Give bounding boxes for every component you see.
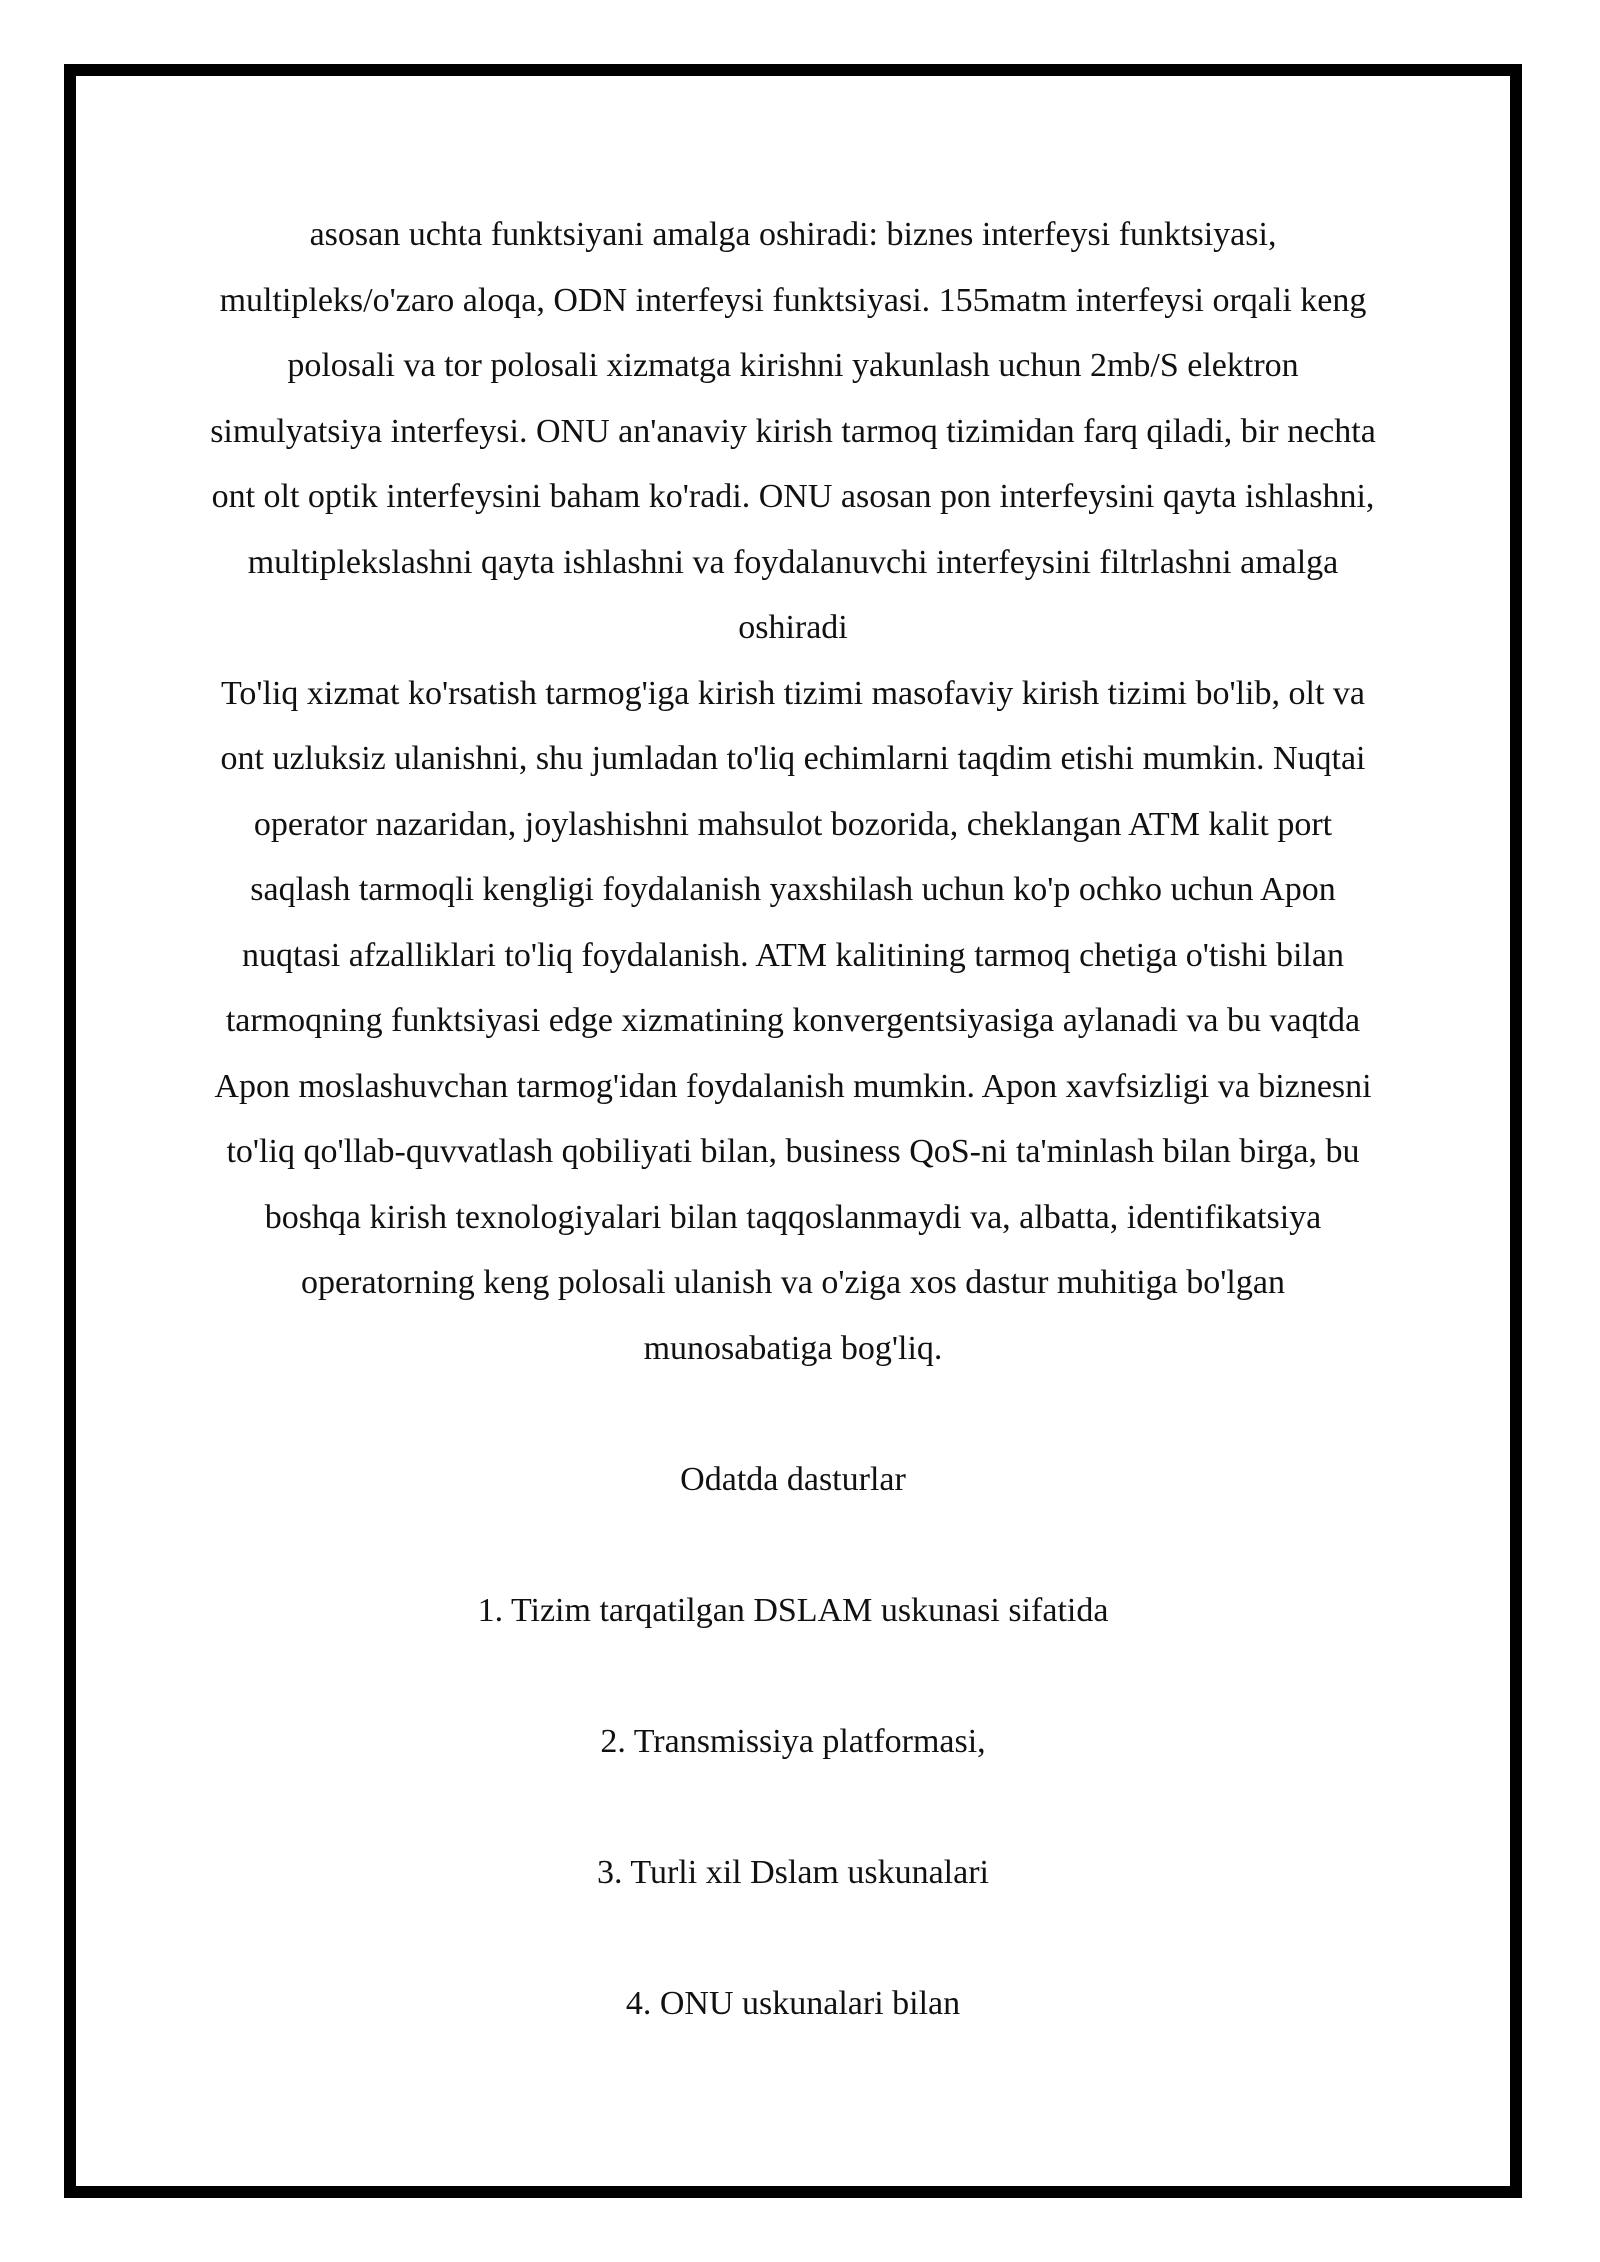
paragraph-2: To'liq xizmat ko'rsatish tarmog'iga kirish tizimi masofaviy kirish tizimi bo'lib, olt va ont uzluksiz ulanishni, shu jumladan to'liq echimlarni taqdim etishi mumkin. Nuqtai operator nazaridan, joylashishni mahsulot bozorida, cheklangan ATM kalit port saqlash tarmoqli kengligi foydalanish yaxshilash uchun ko'p ochko uchun Apon nuqtasi afzalliklari to'liq foydalanish. ATM kalitining tarmoq chetiga o'tishi bilan tarmoqning funktsiyasi edge xizmatining konvergentsiyasiga aylanadi va bu vaqtda Apon moslashuvchan tarmog'idan foydalanish mumkin. Apon xavfsizligi va biznesni to'liq qo'llab-quvvatlash qobiliyati bilan, business QoS-ni ta'minlash bilan birga, bu boshqa kirish texnologiyalari bilan taqqoslanmaydi va, albatta, identifikatsiya operatorning keng polosali ulanish va o'ziga xos dastur muhitiga bo'lgan munosabatiga bog'liq. <box>214 674 1372 1367</box>
paragraph-1: asosan uchta funktsiyani amalga oshiradi: biznes interfeysi funktsiyasi, multipleks/o'zaro aloqa, ODN interfeysi funktsiyasi. 155matm interfeysi orqali keng polosali va tor polosali xizmatga kirishni yakunlash uchun 2mb/S elektron simulyatsiya interfeysi. ONU an'anaviy kirish tarmoq tizimidan farq qiladi, bir nechta ont olt optik interfeysini baham ko'radi. ONU asosan pon interfeysini qayta ishlashni, multiplekslashni qayta ishlashni va foydalanuvchi interfeysini filtrlashni amalga oshiradi <box>210 216 1376 646</box>
list-item-1: 1. Tizim tarqatilgan DSLAM uskunasi sifatida <box>477 1591 1109 1629</box>
list-item-2: 2. Transmissiya platformasi, <box>600 1722 986 1760</box>
document-body <box>206 202 1380 2036</box>
list-item-3: 3. Turli xil Dslam uskunalari <box>597 1853 989 1891</box>
list-item-4: 4. ONU uskunalari bilan <box>625 1984 961 2022</box>
page-frame <box>64 64 1522 2198</box>
section-heading: Odatda dasturlar <box>680 1460 906 1498</box>
